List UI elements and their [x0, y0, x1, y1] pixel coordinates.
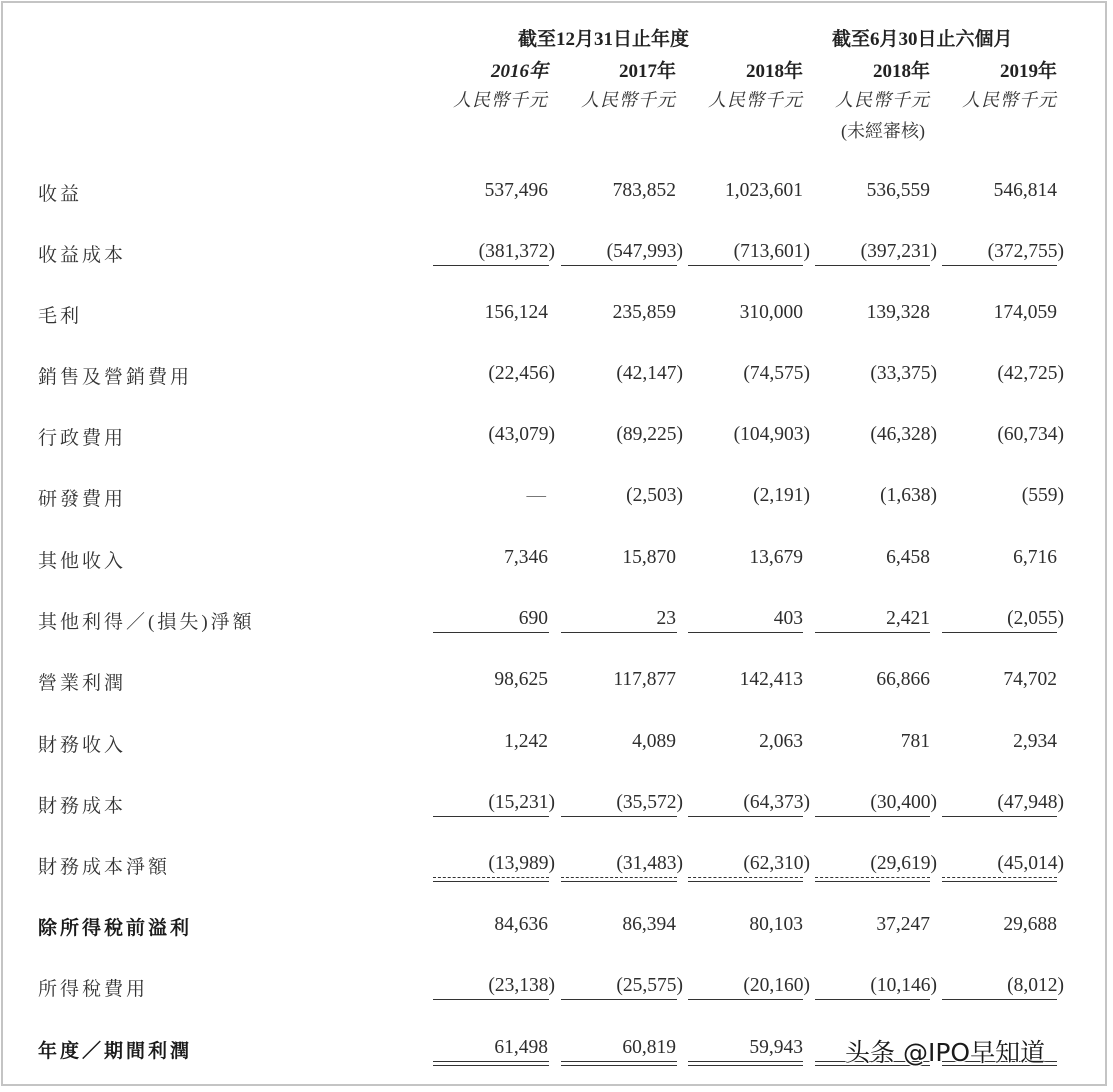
table-cell — [904, 483, 1064, 507]
cell-value: 66,866 — [876, 669, 930, 690]
cell-value: 74,702 — [1003, 669, 1057, 690]
table-cell — [897, 545, 1057, 569]
cell-value: 235,859 — [612, 302, 676, 323]
cell-value: (33,375) — [870, 363, 937, 384]
cell-value: (42,725) — [997, 363, 1064, 384]
cell-value: (64,373) — [743, 792, 810, 813]
cell-value: (2,503) — [626, 485, 683, 506]
underline-single — [815, 999, 930, 1000]
cell-value: (74,575) — [743, 363, 810, 384]
cell-value: 13,679 — [749, 547, 803, 568]
cell-value: (25,575) — [616, 975, 683, 996]
table-cell — [904, 606, 1064, 630]
cell-value: 23 — [656, 608, 676, 629]
underline-single — [561, 999, 677, 1000]
column-unit-1: 人民幣千元 — [581, 90, 676, 110]
cell-value: (2,055) — [1007, 608, 1064, 629]
table-cell — [897, 667, 1057, 691]
underline-single — [561, 816, 677, 817]
table-cell — [897, 912, 1057, 936]
cell-value: (43,079) — [488, 424, 555, 445]
underline-single — [815, 265, 930, 266]
cell-value: (89,225) — [616, 424, 683, 445]
row-label: 其他利得／(損失)淨額 — [38, 612, 255, 633]
underline-single — [815, 632, 930, 633]
table-cell — [904, 361, 1064, 385]
cell-value: (13,989) — [488, 853, 555, 874]
underline-single — [942, 999, 1057, 1000]
row-label: 所得稅費用 — [38, 979, 149, 1000]
underline-dotted-double — [815, 877, 930, 882]
row-label: 年度／期間利潤 — [38, 1041, 193, 1062]
row-label: 行政費用 — [38, 428, 127, 449]
cell-value: 781 — [900, 731, 930, 752]
cell-value: 156,124 — [484, 302, 548, 323]
underline-single — [433, 265, 549, 266]
row-label: 研發費用 — [38, 489, 127, 510]
cell-value: — — [526, 485, 546, 506]
cell-value: 59,943 — [749, 1037, 803, 1058]
column-unit-0: 人民幣千元 — [453, 90, 548, 110]
row-label: 其他收入 — [38, 551, 127, 572]
underline-double — [688, 1061, 803, 1066]
underline-double — [433, 1061, 549, 1066]
cell-value: 690 — [518, 608, 548, 629]
underline-double — [561, 1061, 677, 1066]
cell-value: 80,103 — [749, 914, 803, 935]
cell-value: (20,160) — [743, 975, 810, 996]
cell-value: 536,559 — [866, 180, 930, 201]
cell-value: 403 — [773, 608, 803, 629]
cell-value: (15,231) — [488, 792, 555, 813]
cell-value: 310,000 — [739, 302, 803, 323]
cell-value: 60,819 — [622, 1037, 676, 1058]
cell-value: 2,063 — [759, 731, 803, 752]
underline-dotted-double — [942, 877, 1057, 882]
cell-value: (62,310) — [743, 853, 810, 874]
cell-value: 142,413 — [739, 669, 803, 690]
cell-value: (10,146) — [870, 975, 937, 996]
table-cell — [897, 300, 1057, 324]
row-label: 財務成本 — [38, 796, 127, 817]
underline-single — [688, 999, 803, 1000]
underline-single — [433, 816, 549, 817]
cell-value: 1,023,601 — [725, 180, 803, 201]
cell-value: (713,601) — [733, 241, 810, 262]
cell-value: 2,421 — [886, 608, 930, 629]
underline-single — [433, 999, 549, 1000]
underline-single — [688, 632, 803, 633]
column-unit-2: 人民幣千元 — [708, 90, 803, 110]
row-label: 收益 — [38, 184, 83, 205]
underline-single — [688, 265, 803, 266]
underline-single — [942, 816, 1057, 817]
cell-value: (22,456) — [488, 363, 555, 384]
cell-value: (46,328) — [870, 424, 937, 445]
column-year-3: 2018年 — [872, 61, 930, 82]
cell-value: 15,870 — [622, 547, 676, 568]
cell-value: 1,242 — [504, 731, 548, 752]
table-cell — [904, 239, 1064, 263]
cell-value: (104,903) — [733, 424, 810, 445]
cell-value: (47,948) — [997, 792, 1064, 813]
cell-value: 174,059 — [993, 302, 1057, 323]
row-label: 除所得稅前溢利 — [38, 918, 193, 939]
column-year-0: 2016年 — [490, 61, 548, 82]
cell-value: 7,346 — [504, 547, 548, 568]
table-cell — [904, 422, 1064, 446]
underline-dotted-double — [561, 877, 677, 882]
cell-value: (42,147) — [616, 363, 683, 384]
underline-single — [688, 816, 803, 817]
cell-value: 6,716 — [1013, 547, 1057, 568]
cell-value: 61,498 — [494, 1037, 548, 1058]
underline-single — [942, 265, 1057, 266]
cell-value: 139,328 — [866, 302, 930, 323]
underline-single — [561, 632, 677, 633]
cell-value: (2,191) — [753, 485, 810, 506]
cell-value: (35,572) — [616, 792, 683, 813]
column-note-unaudited: (未經審核) — [841, 121, 925, 141]
cell-value: 84,636 — [494, 914, 548, 935]
cell-value: 4,089 — [632, 731, 676, 752]
underline-single — [815, 816, 930, 817]
column-year-4: 2019年 — [999, 61, 1057, 82]
cell-value: 29,688 — [1003, 914, 1057, 935]
cell-value: 98,625 — [494, 669, 548, 690]
cell-value: 2,934 — [1013, 731, 1057, 752]
cell-value: (559) — [1021, 485, 1064, 506]
table-cell — [897, 729, 1057, 753]
table-cell — [904, 790, 1064, 814]
cell-value: 537,496 — [484, 180, 548, 201]
header-group-half-year: 截至6月30日止六個月 — [832, 29, 1013, 50]
cell-value: 117,877 — [613, 669, 676, 690]
cell-value: 37,247 — [876, 914, 930, 935]
cell-value: 86,394 — [622, 914, 676, 935]
column-year-2: 2018年 — [745, 61, 803, 82]
row-label: 銷售及營銷費用 — [38, 367, 193, 388]
underline-single — [561, 265, 677, 266]
watermark: 头条 @IPO早知道 — [845, 1038, 1046, 1067]
cell-value: (8,012) — [1007, 975, 1064, 996]
cell-value: (381,372) — [478, 241, 555, 262]
cell-value: (372,755) — [987, 241, 1064, 262]
cell-value: 546,814 — [993, 180, 1057, 201]
column-year-1: 2017年 — [618, 61, 676, 82]
cell-value: (45,014) — [997, 853, 1064, 874]
header-group-annual: 截至12月31日止年度 — [518, 29, 690, 50]
row-label: 毛利 — [38, 306, 83, 327]
underline-dotted-double — [688, 877, 803, 882]
table-cell — [904, 973, 1064, 997]
cell-value: 6,458 — [886, 547, 930, 568]
row-label: 收益成本 — [38, 245, 127, 266]
table-cell — [897, 178, 1057, 202]
cell-value: (547,993) — [606, 241, 683, 262]
cell-value: (397,231) — [860, 241, 937, 262]
cell-value: (1,638) — [880, 485, 937, 506]
column-unit-3: 人民幣千元 — [835, 90, 930, 110]
column-unit-4: 人民幣千元 — [962, 90, 1057, 110]
cell-value: (60,734) — [997, 424, 1064, 445]
row-label: 財務成本淨額 — [38, 857, 171, 878]
row-label: 財務收入 — [38, 735, 127, 756]
cell-value: (31,483) — [616, 853, 683, 874]
cell-value: 783,852 — [612, 180, 676, 201]
underline-dotted-double — [433, 877, 549, 882]
cell-value: (23,138) — [488, 975, 555, 996]
underline-single — [433, 632, 549, 633]
table-cell — [904, 851, 1064, 875]
underline-single — [942, 632, 1057, 633]
cell-value: (29,619) — [870, 853, 937, 874]
cell-value: (30,400) — [870, 792, 937, 813]
row-label: 營業利潤 — [38, 673, 127, 694]
